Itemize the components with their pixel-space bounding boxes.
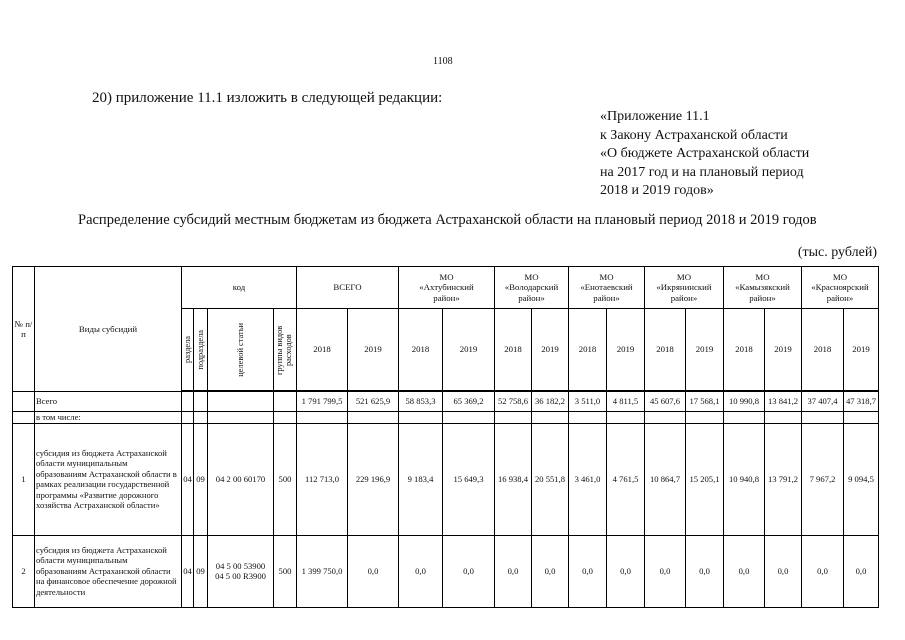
header-mo-ikryaninsky: МО «Икрянинский район» xyxy=(645,267,724,309)
row-number: 1 xyxy=(13,423,35,535)
table-cell: 13 841,2 xyxy=(765,392,802,412)
table-cell: 0,0 xyxy=(802,535,844,607)
table-cell: 4 761,5 xyxy=(607,423,645,535)
table-cell: 16 938,4 xyxy=(495,423,532,535)
header-year: 2019 xyxy=(532,309,569,391)
total-label: Всего xyxy=(35,392,182,412)
header-mo-akhtubinsky: МО «Ахтубинский район» xyxy=(399,267,495,309)
header-year: 2019 xyxy=(844,309,879,391)
table-cell: 17 568,1 xyxy=(686,392,724,412)
header-mo-kamyzyaksky: МО «Камызякский район» xyxy=(724,267,802,309)
table-cell: 15 205,1 xyxy=(686,423,724,535)
table-cell: 229 196,9 xyxy=(348,423,399,535)
header-mo-volodarsky: МО «Володарский район» xyxy=(495,267,569,309)
table-cell: 37 407,4 xyxy=(802,392,844,412)
table-cell: 0,0 xyxy=(724,535,765,607)
table-row-total xyxy=(13,392,879,412)
subsidy-description: субсидия из бюджета Астраханской области муниципальным образованиям Астраханской области в рамках реализации государственной программы «Развитие дорожного хозяйства Астраханской области» xyxy=(35,423,182,535)
table-cell: 0,0 xyxy=(399,535,443,607)
table-cell: 0,0 xyxy=(645,535,686,607)
table-cell: 10 940,8 xyxy=(724,423,765,535)
table-cell: 1 791 799,5 xyxy=(297,392,348,412)
table-cell: 0,0 xyxy=(686,535,724,607)
page-number: 1108 xyxy=(433,56,453,67)
header-year: 2019 xyxy=(607,309,645,391)
subsidies-table xyxy=(12,266,879,608)
table-cell: 0,0 xyxy=(532,535,569,607)
units-label: (тыс. рублей) xyxy=(797,245,877,260)
table-cell: 0,0 xyxy=(765,535,802,607)
table-cell: 9 183,4 xyxy=(399,423,443,535)
expense-group-code: 500 xyxy=(274,423,297,535)
header-year: 2018 xyxy=(724,309,765,391)
header-year: 2018 xyxy=(802,309,844,391)
table-cell: 47 318,7 xyxy=(844,392,879,412)
header-year: 2019 xyxy=(348,309,399,391)
appendix-line: к Закону Астраханской области xyxy=(600,127,788,143)
table-cell: 0,0 xyxy=(348,535,399,607)
header-year: 2018 xyxy=(495,309,532,391)
table-cell: 52 758,6 xyxy=(495,392,532,412)
table-row xyxy=(13,423,879,535)
table-cell: 0,0 xyxy=(443,535,495,607)
header-year: 2019 xyxy=(686,309,724,391)
header-year: 2018 xyxy=(297,309,348,391)
table-cell: 1 399 750,0 xyxy=(297,535,348,607)
header-year: 2019 xyxy=(765,309,802,391)
appendix-line: «О бюджете Астраханской области xyxy=(600,146,810,161)
table-cell: 112 713,0 xyxy=(297,423,348,535)
table-cell: 13 791,2 xyxy=(765,423,802,535)
table-cell: 9 094,5 xyxy=(844,423,879,535)
table-cell: 58 853,3 xyxy=(399,392,443,412)
header-types: Виды субсидий xyxy=(35,267,182,392)
appendix-line: «Приложение 11.1 xyxy=(600,109,710,124)
table-cell: 0,0 xyxy=(844,535,879,607)
subheading-label: в том числе: xyxy=(35,412,182,424)
header-podrazdel: подраздела xyxy=(194,309,208,391)
table-cell: 36 182,2 xyxy=(532,392,569,412)
header-code: код xyxy=(182,267,297,309)
podrazdel-code: 09 xyxy=(194,423,208,535)
document-title: Распределение субсидий местным бюджетам из бюджета Астраханской области на плановый период 2018 и 2019 годов xyxy=(78,212,817,228)
header-year: 2019 xyxy=(443,309,495,391)
table-cell: 3 511,0 xyxy=(569,392,607,412)
podrazdel-code: 09 xyxy=(194,535,208,607)
header-target-article: целевой статьи xyxy=(208,309,274,391)
header-expense-group: группы видов расходов xyxy=(274,309,297,391)
header-mo-krasnoyarsky: МО «Красноярский район» xyxy=(802,267,879,309)
expense-group-code: 500 xyxy=(274,535,297,607)
table-cell: 7 967,2 xyxy=(802,423,844,535)
target-article-code: 04 2 00 60170 xyxy=(208,423,274,535)
header-total: ВСЕГО xyxy=(297,267,399,309)
table-cell: 3 461,0 xyxy=(569,423,607,535)
appendix-reference xyxy=(600,108,809,201)
table-row-subheading xyxy=(13,412,879,424)
table-cell: 45 607,6 xyxy=(645,392,686,412)
table-cell: 0,0 xyxy=(569,535,607,607)
table-cell: 20 551,8 xyxy=(532,423,569,535)
razdel-code: 04 xyxy=(182,535,194,607)
table-cell: 521 625,9 xyxy=(348,392,399,412)
appendix-line: 2018 и 2019 годов» xyxy=(600,183,714,198)
appendix-line: на 2017 год и на плановый период xyxy=(600,164,804,180)
subsidy-description: субсидия из бюджета Астраханской области муниципальным образованиям Астраханской области на финансовое обеспечение дорожной деятельности xyxy=(35,535,182,607)
header-num: № п/п xyxy=(13,267,35,392)
table-cell: 10 864,7 xyxy=(645,423,686,535)
row-number: 2 xyxy=(13,535,35,607)
table-row xyxy=(13,535,879,607)
header-year: 2018 xyxy=(645,309,686,391)
header-year: 2018 xyxy=(399,309,443,391)
header-year: 2018 xyxy=(569,309,607,391)
intro-text: 20) приложение 11.1 изложить в следующей редакции: xyxy=(92,90,443,106)
table-cell: 65 369,2 xyxy=(443,392,495,412)
header-razdel: раздела xyxy=(182,309,194,391)
header-mo-enotaevsky: МО «Енотаевский район» xyxy=(569,267,645,309)
table-cell: 15 649,3 xyxy=(443,423,495,535)
razdel-code: 04 xyxy=(182,423,194,535)
table-cell: 4 811,5 xyxy=(607,392,645,412)
table-cell: 10 990,8 xyxy=(724,392,765,412)
table-cell: 0,0 xyxy=(495,535,532,607)
table-cell: 0,0 xyxy=(607,535,645,607)
target-article-code: 04 5 00 53900 04 5 00 R3900 xyxy=(208,535,274,607)
